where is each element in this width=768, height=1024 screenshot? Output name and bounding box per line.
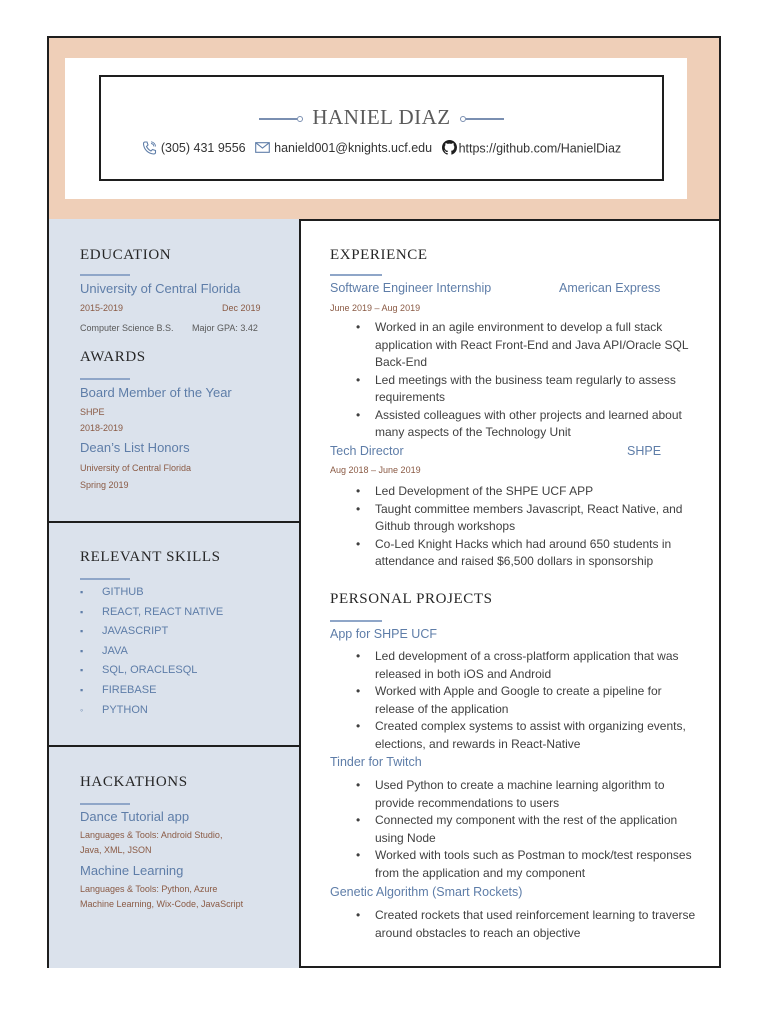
award-name: Board Member of the Year <box>80 385 232 400</box>
education-grad-date: Dec 2019 <box>222 303 261 313</box>
award-org: SHPE <box>80 407 105 417</box>
bullet-icon: ▪ <box>80 684 84 695</box>
bullet-icon: ▪ <box>80 665 84 676</box>
phone-icon <box>142 141 157 158</box>
hackathons-rule <box>80 803 130 805</box>
job-dates: Aug 2018 – June 2019 <box>330 465 421 475</box>
bullet-icon: ▪ <box>80 645 84 656</box>
hackathon-name: Dance Tutorial app <box>80 809 190 824</box>
award-org: University of Central Florida <box>80 463 192 473</box>
header-box <box>99 75 664 181</box>
hackathon-tools: Languages & Tools: Python, Azure <box>80 884 218 894</box>
contact-row <box>101 140 662 158</box>
job-company: American Express <box>559 281 661 295</box>
name-rule-right <box>466 118 504 120</box>
bullet-text: Connected my component with the rest of the application using Node <box>375 813 678 845</box>
bullet-icon: • <box>356 407 361 422</box>
skill-item <box>80 701 223 721</box>
experience-title: EXPERIENCE <box>330 247 428 263</box>
job-bullets <box>330 319 700 442</box>
project-bullets <box>330 777 700 882</box>
bullet-icon: ▪ <box>80 606 84 617</box>
project-name: Genetic Algorithm (Smart Rockets) <box>330 885 523 899</box>
projects-rule <box>330 620 382 622</box>
award-date: 2018-2019 <box>80 423 124 433</box>
skill-item <box>80 642 223 662</box>
skills-rule <box>80 578 130 580</box>
bullet-item <box>330 777 700 812</box>
bullet-text: Led development of a cross-platform application that was released in both iOS and Android <box>375 649 679 681</box>
bullet-icon: • <box>356 684 361 698</box>
education-school: University of Central Florida <box>80 281 241 296</box>
bullet-icon: • <box>356 778 361 792</box>
hackathon-tools: Java, XML, JSON <box>80 845 152 855</box>
name-dot-left <box>297 116 303 122</box>
skill-label: REACT, REACT NATIVE <box>102 605 224 618</box>
bullet-item <box>330 483 700 501</box>
education-years: 2015-2019 <box>80 303 124 313</box>
phone-number[interactable]: (305) 431 9556 <box>160 141 246 156</box>
sidebar-divider <box>49 521 299 523</box>
skill-label: FIREBASE <box>102 683 157 696</box>
bullet-item <box>330 718 700 753</box>
bullet-icon: • <box>356 813 361 827</box>
bullet-icon: • <box>356 372 361 387</box>
education-title: EDUCATION <box>80 247 172 263</box>
bullet-item <box>330 907 700 942</box>
job-dates: June 2019 – Aug 2019 <box>330 303 421 313</box>
bullet-text: Led meetings with the business team regularly to assess requirements <box>375 372 676 404</box>
awards-rule <box>80 378 130 380</box>
experience-rule <box>330 274 382 276</box>
bullet-text: Worked in an agile environment to develop a full stack application with React Front-End and Java API/Oracle SQL Back-End <box>375 320 689 369</box>
hackathon-tools: Languages & Tools: Android Studio, <box>80 830 223 840</box>
bullet-icon: • <box>356 484 361 498</box>
bullet-item <box>330 683 700 718</box>
bullet-icon: • <box>356 536 361 551</box>
bullet-icon: • <box>356 501 361 516</box>
project-bullets <box>330 648 700 753</box>
bullet-item <box>330 812 700 847</box>
skill-item <box>80 661 223 681</box>
bullet-text: Taught committee members Javascript, React Native, and Github through workshops <box>375 501 683 533</box>
skill-label: PYTHON <box>102 703 148 716</box>
education-degree: Computer Science B.S. <box>80 323 174 333</box>
bullet-icon: ▪ <box>80 626 84 637</box>
bullet-icon: • <box>356 719 361 733</box>
bullet-item <box>330 319 700 372</box>
job-bullets <box>330 483 700 571</box>
bullet-icon: • <box>356 848 361 862</box>
skill-item <box>80 681 223 701</box>
job-company: SHPE <box>627 444 662 458</box>
bullet-icon: • <box>356 320 361 334</box>
bullet-item <box>330 372 700 407</box>
email-link[interactable]: hanield001@knights.ucf.edu <box>274 141 433 156</box>
hackathon-name: Machine Learning <box>80 863 184 878</box>
bullet-item <box>330 847 700 882</box>
skills-title: RELEVANT SKILLS <box>80 549 221 565</box>
skill-item <box>80 603 223 623</box>
awards-title: AWARDS <box>80 349 146 365</box>
bullet-text: Worked with tools such as Postman to mock/test responses from the application and my component <box>375 848 692 880</box>
education-rule <box>80 274 130 276</box>
sidebar-divider <box>49 745 299 747</box>
candidate-name: HANIEL DIAZ <box>312 105 451 129</box>
envelope-icon <box>255 142 270 156</box>
project-name: App for SHPE UCF <box>330 627 437 641</box>
skill-item <box>80 622 223 642</box>
bullet-item <box>330 501 700 536</box>
github-link[interactable]: https://github.com/HanielDiaz <box>458 141 622 156</box>
bullet-icon: • <box>356 649 361 663</box>
github-icon <box>442 140 457 158</box>
skills-list <box>80 583 223 720</box>
bullet-text: Used Python to create a machine learning algorithm to provide recommendations to users <box>375 778 665 810</box>
award-name: Dean’s List Honors <box>80 440 190 455</box>
skill-label: JAVASCRIPT <box>102 625 169 638</box>
resume-page <box>47 36 721 968</box>
bullet-text: Created rockets that used reinforcement learning to traverse around obstacles to reach an objective <box>375 908 696 940</box>
projects-title: PERSONAL PROJECTS <box>330 591 493 607</box>
skill-label: SQL, ORACLESQL <box>102 664 198 677</box>
skill-label: JAVA <box>102 644 128 657</box>
bullet-text: Led Development of the SHPE UCF APP <box>375 484 594 498</box>
hackathon-tools: Machine Learning, Wix-Code, JavaScript <box>80 899 244 909</box>
bullet-icon: ◦ <box>80 704 84 715</box>
skill-item <box>80 583 223 603</box>
header-band <box>49 38 719 219</box>
bullet-text: Assisted colleagues with other projects and learned about many aspects of the Technology Unit <box>375 407 682 439</box>
bullet-text: Created complex systems to assist with organizing events, elections, and rewards in React-Native <box>375 719 686 751</box>
project-name: Tinder for Twitch <box>330 755 422 769</box>
bullet-text: Co-Led Knight Hacks which had around 650 students in attendance and raised $6,500 dollars in sponsorship <box>375 536 672 568</box>
education-gpa: Major GPA: 3.42 <box>192 323 258 333</box>
name-row <box>101 105 662 130</box>
award-date: Spring 2019 <box>80 480 129 490</box>
skill-label: GITHUB <box>102 586 144 598</box>
bullet-item <box>330 536 700 571</box>
sidebar <box>49 219 301 968</box>
bullet-item <box>330 407 700 442</box>
bullet-icon: ▪ <box>80 587 84 597</box>
job-role: Software Engineer Internship <box>330 281 492 295</box>
job-role: Tech Director <box>330 444 404 458</box>
bullet-icon: • <box>356 908 361 922</box>
hackathons-title: HACKATHONS <box>80 774 188 790</box>
bullet-text: Worked with Apple and Google to create a pipeline for release of the application <box>375 684 662 716</box>
name-rule-left <box>259 118 297 120</box>
bullet-item <box>330 648 700 683</box>
project-bullets <box>330 907 700 942</box>
